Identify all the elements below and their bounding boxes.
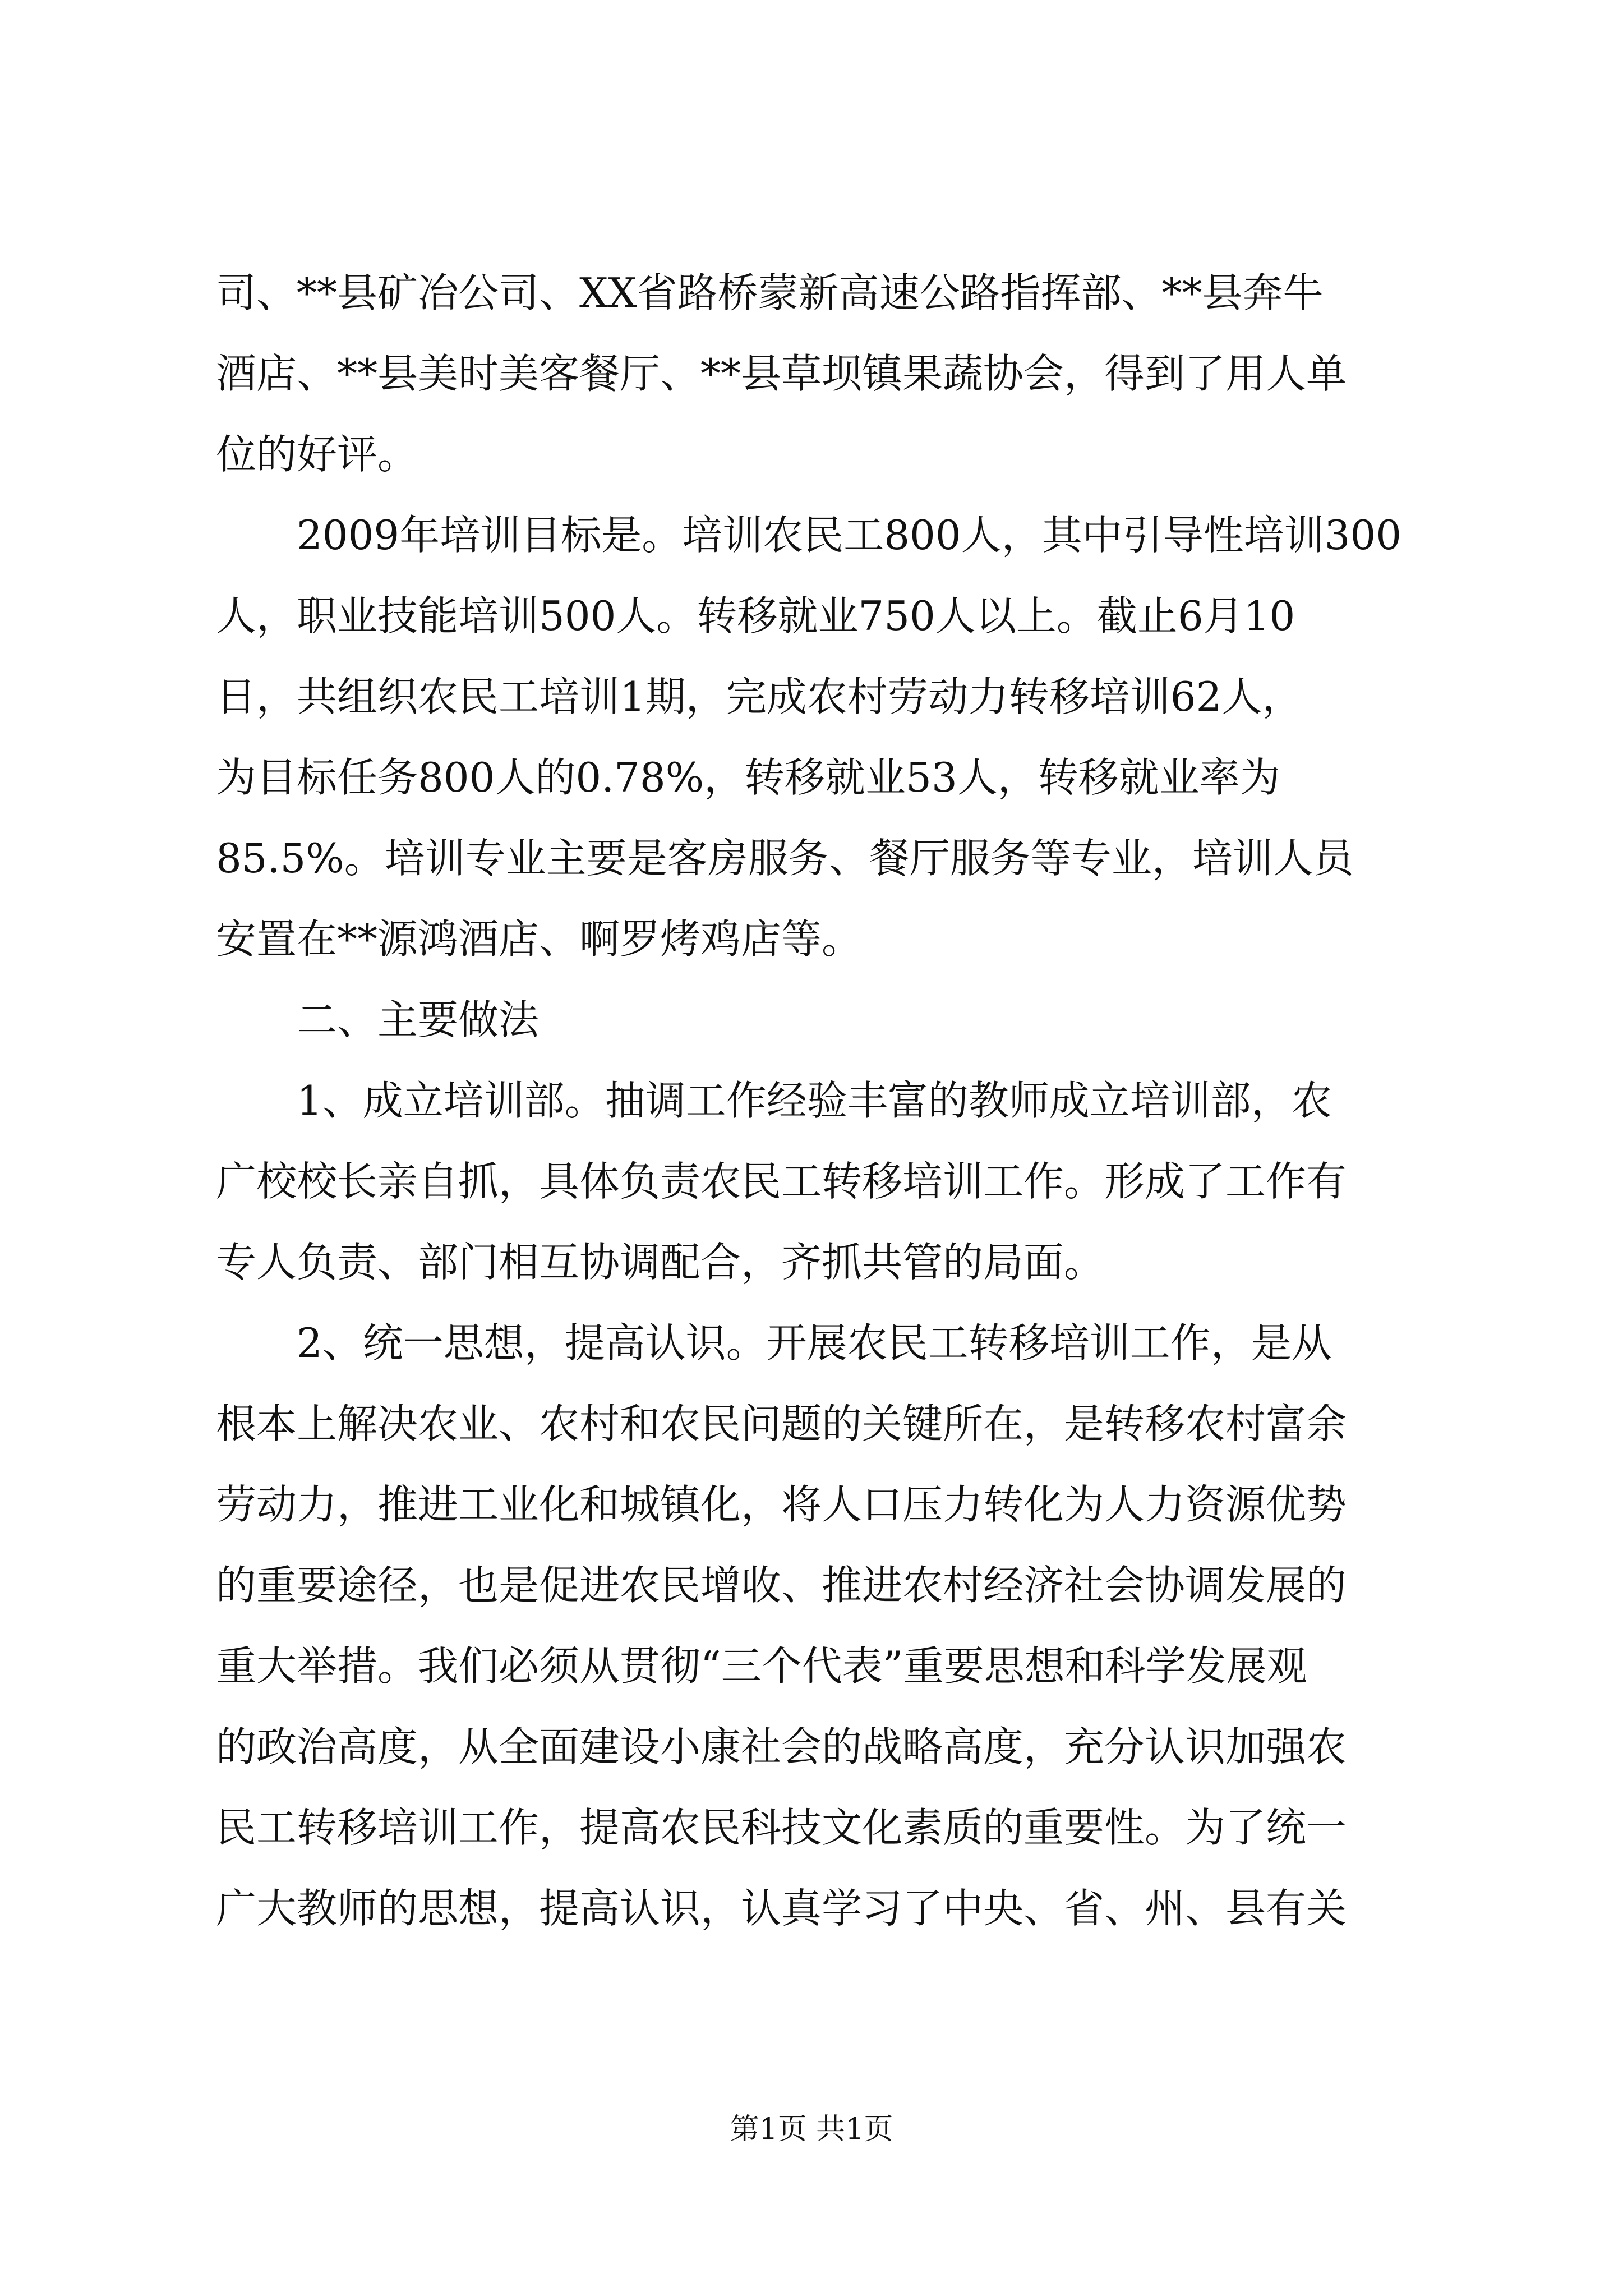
paragraph-first-line: 2、统一思想，提高认识。开展农民工转移培训工作，是从 [297, 1319, 1332, 1366]
text-line: 的政治高度，从全面建设小康社会的战略高度，充分认识加强农 [216, 1723, 1347, 1770]
document-body [216, 252, 1408, 1949]
text-line: 85.5%。培训专业主要是客房服务、餐厅服务等专业，培训人员 [216, 835, 1354, 882]
text-line: 民工转移培训工作，提高农民科技文化素质的重要性。为了统一 [216, 1804, 1347, 1851]
page-footer: 第1页 共1页 [730, 2113, 893, 2146]
text-line: 位的好评。 [216, 431, 418, 478]
text-line: 重大举措。我们必须从贯彻“三个代表”重要思想和科学发展观 [216, 1642, 1307, 1690]
text-line: 司、**县矿冶公司、XX省路桥蒙新高速公路指挥部、**县奔牛 [216, 269, 1324, 316]
text-line: 专人负责、部门相互协调配合，齐抓共管的局面。 [216, 1239, 1105, 1286]
text-line: 人，职业技能培训500人。转移就业750人以上。截止6月10 [216, 592, 1295, 639]
paragraph-first-line: 2009年培训目标是。培训农民工800人，其中引导性培训300 [297, 512, 1402, 559]
text-line: 的重要途径，也是促进农民增收、推进农村经济社会协调发展的 [216, 1562, 1347, 1609]
text-line: 根本上解决农业、农村和农民问题的关键所在，是转移农村富余 [216, 1400, 1347, 1447]
section-heading: 二、主要做法 [297, 996, 540, 1043]
text-line: 酒店、**县美时美客餐厅、**县草坝镇果蔬协会，得到了用人单 [216, 350, 1347, 397]
text-line: 劳动力，推进工业化和城镇化，将人口压力转化为人力资源优势 [216, 1481, 1347, 1528]
text-line: 安置在**源鸿酒店、啊罗烤鸡店等。 [216, 915, 863, 963]
text-line: 广大教师的思想，提高认识，认真学习了中央、省、州、县有关 [216, 1885, 1347, 1932]
paragraph-first-line: 1、成立培训部。抽调工作经验丰富的教师成立培训部，农 [297, 1077, 1332, 1124]
text-line: 日，共组织农民工培训1期，完成农村劳动力转移培训62人， [216, 673, 1303, 720]
text-line: 广校校长亲自抓，具体负责农民工转移培训工作。形成了工作有 [216, 1158, 1347, 1205]
text-line: 为目标任务800人的0.78%，转移就业53人，转移就业率为 [216, 754, 1280, 801]
